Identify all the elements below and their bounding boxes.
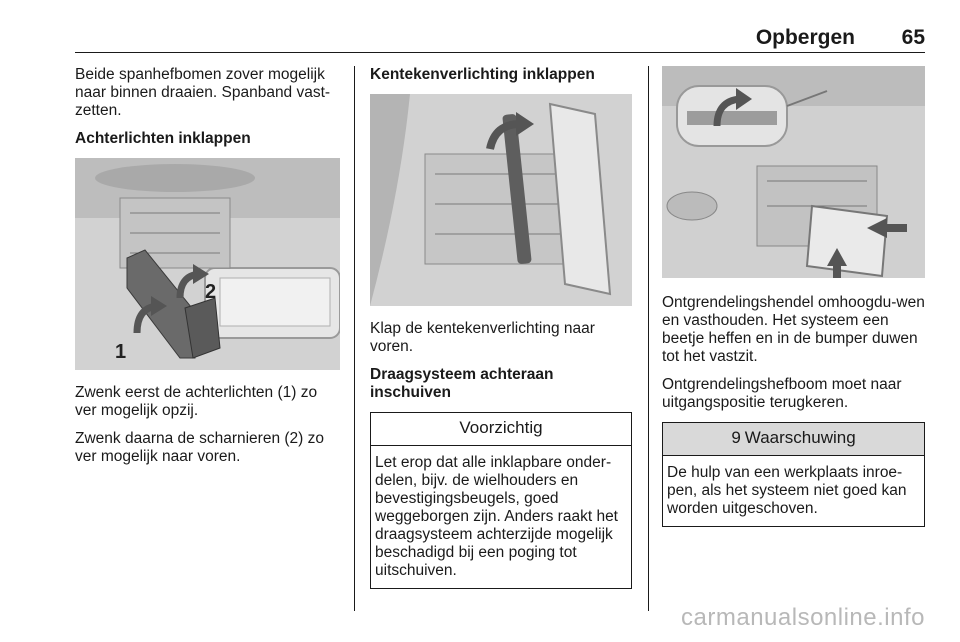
paragraph-release-lever: Ontgrendelingshendel omhoogdu-wen en vasthouden. Het systeem een beetje heffen en in de bumper duwen tot het vastzit. — [662, 294, 925, 365]
warning-header — [663, 423, 924, 456]
caution-title: Voorzichtig — [371, 413, 631, 446]
figure-label-1: 1 — [115, 341, 127, 363]
watermark: carmanualsonline.info — [681, 604, 925, 631]
warning-icon: 9 — [731, 428, 741, 447]
warning-title: Waarschuwing — [744, 428, 856, 447]
warning-box — [662, 422, 925, 527]
paragraph-lever-return: Ontgrendelingshefboom moet naar uitgangspositie terugkeren. — [662, 376, 902, 411]
license-light-illustration — [370, 94, 632, 306]
paragraph-2: Zwenk daarna de scharnieren (2) zo ver mogelijk naar voren. — [75, 430, 324, 465]
intro-text: Beide spanhefbomen zover mogelijk naar binnen draaien. Spanband vast-zetten. — [75, 66, 331, 119]
paragraph-1: Zwenk eerst de achterlichten (1) zo ver mogelijk opzij. — [75, 384, 318, 419]
column-2 — [370, 66, 632, 589]
column-1 — [75, 66, 340, 476]
section-title: Opbergen — [755, 26, 855, 49]
column-3 — [662, 66, 925, 527]
warning-text: De hulp van een werkplaats inroe-pen, als het systeem niet goed kan worden uitgeschoven. — [667, 464, 907, 517]
caution-text: Let erop dat alle inklapbare onder-delen, bijv. de wielhouders en bevestigingsbeugels, goed weggeborgen zijn. Anders raakt het draagsysteem achterzijde mogelijk beschadigd bij een poging tot uitschuiven. — [375, 454, 618, 579]
header-divider — [75, 52, 925, 53]
taillight-illustration — [75, 158, 340, 370]
paragraph-fold-light: Klap de kentekenverlichting naar voren. — [370, 320, 595, 355]
heading-carrier-slide: Draagsysteem achteraan inschuiven — [370, 366, 554, 401]
column-divider-1 — [354, 66, 355, 611]
caution-box — [370, 412, 632, 589]
page-number: 65 — [901, 26, 925, 49]
bumper-illustration — [662, 66, 925, 278]
column-divider-2 — [648, 66, 649, 611]
figure-label-2: 2 — [205, 281, 217, 303]
heading-license-light: Kentekenverlichting inklappen — [370, 66, 595, 83]
heading-taillights: Achterlichten inklappen — [75, 130, 251, 147]
